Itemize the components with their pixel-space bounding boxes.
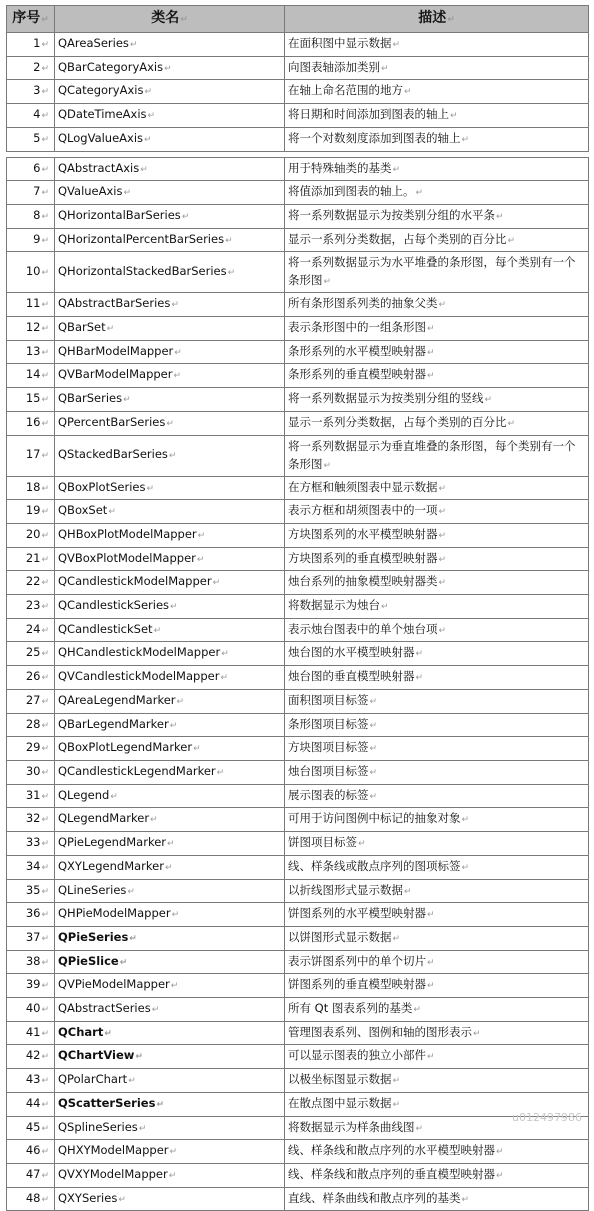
row-number: 24↵ (7, 618, 55, 642)
row-description: 以饼图形式显示数据↵ (285, 926, 589, 950)
table-row (7, 903, 589, 927)
table-row (7, 595, 589, 619)
row-description: 向图表轴添加类别↵ (285, 56, 589, 80)
row-class-name: QAreaLegendMarker↵ (55, 689, 285, 713)
row-number: 38↵ (7, 950, 55, 974)
table-row (7, 204, 589, 228)
table-row (7, 293, 589, 317)
row-number: 28↵ (7, 713, 55, 737)
row-description: 条形图项目标签↵ (285, 713, 589, 737)
table-row (7, 80, 589, 104)
table-row (7, 1021, 589, 1045)
table-row (7, 1140, 589, 1164)
row-class-name: QVCandlestickModelMapper↵ (55, 666, 285, 690)
row-class-name: QStackedBarSeries↵ (55, 435, 285, 476)
row-description: 将一系列数据显示为水平堆叠的条形图，每个类别有一个条形图↵ (285, 252, 589, 293)
row-class-name: QPieLegendMarker↵ (55, 832, 285, 856)
row-description: 方块图项目标签↵ (285, 737, 589, 761)
row-description: 用于特殊轴类的基类↵ (285, 157, 589, 181)
qtcharts-class-table (6, 5, 589, 1211)
row-class-name: QHXYModelMapper↵ (55, 1140, 285, 1164)
row-description: 将一系列数据显示为按类别分组的竖线↵ (285, 388, 589, 412)
table-row (7, 618, 589, 642)
row-number: 3↵ (7, 80, 55, 104)
table-row (7, 784, 589, 808)
table-row (7, 435, 589, 476)
row-class-name: QChart↵ (55, 1021, 285, 1045)
row-class-name: QBoxSet↵ (55, 500, 285, 524)
row-class-name: QCandlestickLegendMarker↵ (55, 760, 285, 784)
table-row (7, 571, 589, 595)
row-description: 烛台图的水平模型映射器↵ (285, 642, 589, 666)
table-row (7, 1092, 589, 1116)
row-number: 9↵ (7, 228, 55, 252)
table-row (7, 411, 589, 435)
row-class-name: QLegendMarker↵ (55, 808, 285, 832)
table-row (7, 364, 589, 388)
table-row (7, 832, 589, 856)
row-description: 烛台系列的抽象模型映射器类↵ (285, 571, 589, 595)
table-row (7, 879, 589, 903)
row-description: 直线、样条曲线和散点序列的基类↵ (285, 1187, 589, 1211)
table-row (7, 998, 589, 1022)
row-class-name: QHorizontalStackedBarSeries↵ (55, 252, 285, 293)
row-number: 27↵ (7, 689, 55, 713)
row-description: 方块图系列的垂直模型映射器↵ (285, 547, 589, 571)
row-number: 47↵ (7, 1163, 55, 1187)
row-description: 饼图项目标签↵ (285, 832, 589, 856)
header-desc: 描述↵ (285, 6, 589, 33)
row-number: 16↵ (7, 411, 55, 435)
row-class-name: QBoxPlotLegendMarker↵ (55, 737, 285, 761)
row-class-name: QHorizontalBarSeries↵ (55, 204, 285, 228)
table-row (7, 33, 589, 57)
row-number: 42↵ (7, 1045, 55, 1069)
row-number: 23↵ (7, 595, 55, 619)
table-row (7, 926, 589, 950)
row-description: 将一系列数据显示为垂直堆叠的条形图，每个类别有一个条形图↵ (285, 435, 589, 476)
row-class-name: QCandlestickSeries↵ (55, 595, 285, 619)
row-number: 14↵ (7, 364, 55, 388)
table-row (7, 713, 589, 737)
row-class-name: QBarLegendMarker↵ (55, 713, 285, 737)
row-number: 45↵ (7, 1116, 55, 1140)
row-class-name: QDateTimeAxis↵ (55, 104, 285, 128)
row-class-name: QChartView↵ (55, 1045, 285, 1069)
row-description: 表示条形图中的一组条形图↵ (285, 317, 589, 341)
table-row (7, 1069, 589, 1093)
row-number: 26↵ (7, 666, 55, 690)
row-description: 显示一系列分类数据，占每个类别的百分比↵ (285, 228, 589, 252)
row-number: 36↵ (7, 903, 55, 927)
row-description: 表示饼图系列中的单个切片↵ (285, 950, 589, 974)
row-description: 将日期和时间添加到图表的轴上↵ (285, 104, 589, 128)
row-class-name: QHPieModelMapper↵ (55, 903, 285, 927)
row-class-name: QAreaSeries↵ (55, 33, 285, 57)
row-description: 在方框和触须图表中显示数据↵ (285, 476, 589, 500)
row-class-name: QBarCategoryAxis↵ (55, 56, 285, 80)
row-class-name: QLogValueAxis↵ (55, 127, 285, 151)
row-class-name: QCandlestickModelMapper↵ (55, 571, 285, 595)
row-number: 13↵ (7, 340, 55, 364)
row-number: 43↵ (7, 1069, 55, 1093)
row-description: 显示一系列分类数据，占每个类别的百分比↵ (285, 411, 589, 435)
row-number: 1↵ (7, 33, 55, 57)
row-number: 2↵ (7, 56, 55, 80)
row-description: 饼图系列的水平模型映射器↵ (285, 903, 589, 927)
row-description: 表示烛台图表中的单个烛台项↵ (285, 618, 589, 642)
row-number: 6↵ (7, 157, 55, 181)
row-class-name: QHBarModelMapper↵ (55, 340, 285, 364)
table-header-row (7, 6, 589, 33)
row-number: 30↵ (7, 760, 55, 784)
row-description: 饼图系列的垂直模型映射器↵ (285, 974, 589, 998)
table-row (7, 56, 589, 80)
row-description: 将数据显示为样条曲线图↵ (285, 1116, 589, 1140)
row-description: 在轴上命名范围的地方↵ (285, 80, 589, 104)
table-row (7, 642, 589, 666)
row-number: 15↵ (7, 388, 55, 412)
row-class-name: QCandlestickSet↵ (55, 618, 285, 642)
row-description: 方块图系列的水平模型映射器↵ (285, 523, 589, 547)
row-class-name: QPieSlice↵ (55, 950, 285, 974)
table-row (7, 1163, 589, 1187)
table-row (7, 547, 589, 571)
table-row (7, 388, 589, 412)
row-number: 17↵ (7, 435, 55, 476)
document-table-container (6, 5, 588, 1211)
table-row (7, 500, 589, 524)
table-row (7, 950, 589, 974)
row-number: 12↵ (7, 317, 55, 341)
row-number: 4↵ (7, 104, 55, 128)
row-number: 21↵ (7, 547, 55, 571)
row-description: 所有 Qt 图表系列的基类↵ (285, 998, 589, 1022)
table-row (7, 340, 589, 364)
table-row (7, 228, 589, 252)
row-number: 31↵ (7, 784, 55, 808)
row-number: 11↵ (7, 293, 55, 317)
row-description: 将值添加到图表的轴上。↵ (285, 181, 589, 205)
row-description: 线、样条线或散点序列的图项标签↵ (285, 855, 589, 879)
row-description: 管理图表系列、图例和轴的图形表示↵ (285, 1021, 589, 1045)
row-number: 44↵ (7, 1092, 55, 1116)
row-number: 7↵ (7, 181, 55, 205)
row-number: 19↵ (7, 500, 55, 524)
row-class-name: QPieSeries↵ (55, 926, 285, 950)
row-description: 面积图项目标签↵ (285, 689, 589, 713)
table-row (7, 476, 589, 500)
row-class-name: QSplineSeries↵ (55, 1116, 285, 1140)
row-number: 40↵ (7, 998, 55, 1022)
row-class-name: QLineSeries↵ (55, 879, 285, 903)
row-class-name: QBarSet↵ (55, 317, 285, 341)
row-class-name: QPolarChart↵ (55, 1069, 285, 1093)
row-description: 以极坐标图显示数据↵ (285, 1069, 589, 1093)
table-row (7, 689, 589, 713)
row-class-name: QVBoxPlotModelMapper↵ (55, 547, 285, 571)
row-class-name: QAbstractBarSeries↵ (55, 293, 285, 317)
row-class-name: QVXYModelMapper↵ (55, 1163, 285, 1187)
row-class-name: QVPieModelMapper↵ (55, 974, 285, 998)
row-number: 22↵ (7, 571, 55, 595)
row-number: 34↵ (7, 855, 55, 879)
table-row (7, 760, 589, 784)
row-class-name: QScatterSeries↵ (55, 1092, 285, 1116)
table-row (7, 127, 589, 151)
header-class: 类名↵ (55, 6, 285, 33)
watermark: u012497986 (512, 1111, 582, 1124)
row-class-name: QBarSeries↵ (55, 388, 285, 412)
row-description: 在散点图中显示数据↵ (285, 1092, 589, 1116)
row-number: 46↵ (7, 1140, 55, 1164)
row-number: 5↵ (7, 127, 55, 151)
row-class-name: QHBoxPlotModelMapper↵ (55, 523, 285, 547)
row-description: 条形系列的水平模型映射器↵ (285, 340, 589, 364)
row-number: 18↵ (7, 476, 55, 500)
row-class-name: QHorizontalPercentBarSeries↵ (55, 228, 285, 252)
row-number: 39↵ (7, 974, 55, 998)
row-number: 8↵ (7, 204, 55, 228)
row-description: 表示方框和胡须图表中的一项↵ (285, 500, 589, 524)
row-description: 将一系列数据显示为按类别分组的水平条↵ (285, 204, 589, 228)
table-row (7, 1187, 589, 1211)
header-no: 序号↵ (7, 6, 55, 33)
row-class-name: QBoxPlotSeries↵ (55, 476, 285, 500)
row-description: 将数据显示为烛台↵ (285, 595, 589, 619)
table-row (7, 317, 589, 341)
row-description: 所有条形图系列类的抽象父类↵ (285, 293, 589, 317)
row-description: 烛台图项目标签↵ (285, 760, 589, 784)
table-row (7, 1045, 589, 1069)
row-class-name: QAbstractSeries↵ (55, 998, 285, 1022)
row-number: 41↵ (7, 1021, 55, 1045)
table-body (7, 33, 589, 1211)
table-row (7, 157, 589, 181)
table-row (7, 181, 589, 205)
row-class-name: QCategoryAxis↵ (55, 80, 285, 104)
row-number: 29↵ (7, 737, 55, 761)
row-class-name: QXYLegendMarker↵ (55, 855, 285, 879)
table-row (7, 855, 589, 879)
row-description: 烛台图的垂直模型映射器↵ (285, 666, 589, 690)
row-number: 37↵ (7, 926, 55, 950)
table-row (7, 974, 589, 998)
row-description: 可以显示图表的独立小部件↵ (285, 1045, 589, 1069)
row-class-name: QAbstractAxis↵ (55, 157, 285, 181)
row-description: 线、样条线和散点序列的垂直模型映射器↵ (285, 1163, 589, 1187)
row-number: 25↵ (7, 642, 55, 666)
table-row (7, 104, 589, 128)
row-class-name: QHCandlestickModelMapper↵ (55, 642, 285, 666)
row-description: 在面积图中显示数据↵ (285, 33, 589, 57)
table-row (7, 737, 589, 761)
table-row (7, 666, 589, 690)
row-class-name: QVBarModelMapper↵ (55, 364, 285, 388)
row-number: 32↵ (7, 808, 55, 832)
row-description: 可用于访问图例中标记的抽象对象↵ (285, 808, 589, 832)
row-number: 48↵ (7, 1187, 55, 1211)
row-class-name: QXYSeries↵ (55, 1187, 285, 1211)
row-description: 以折线图形式显示数据↵ (285, 879, 589, 903)
table-row (7, 808, 589, 832)
row-number: 33↵ (7, 832, 55, 856)
row-number: 10↵ (7, 252, 55, 293)
row-class-name: QPercentBarSeries↵ (55, 411, 285, 435)
table-row (7, 523, 589, 547)
row-description: 条形系列的垂直模型映射器↵ (285, 364, 589, 388)
row-class-name: QLegend↵ (55, 784, 285, 808)
row-number: 20↵ (7, 523, 55, 547)
row-description: 展示图表的标签↵ (285, 784, 589, 808)
row-number: 35↵ (7, 879, 55, 903)
row-description: 将一个对数刻度添加到图表的轴上↵ (285, 127, 589, 151)
row-description: 线、样条线和散点序列的水平模型映射器↵ (285, 1140, 589, 1164)
table-row (7, 252, 589, 293)
table-row (7, 1116, 589, 1140)
row-class-name: QValueAxis↵ (55, 181, 285, 205)
